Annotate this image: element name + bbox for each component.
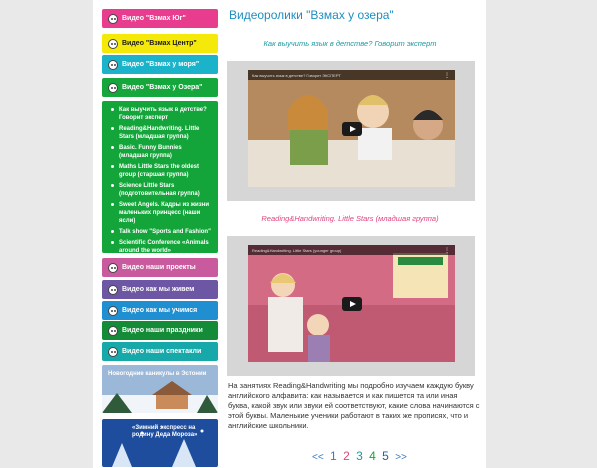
submenu-item[interactable]: Scientific Conference «Animals around the world»	[110, 239, 212, 255]
menu-item-bottom-4[interactable]	[102, 342, 218, 361]
menu-item-label: Видео "Взмах Центр"	[122, 40, 197, 47]
menu-item-label: Видео наши проекты	[122, 264, 196, 271]
menu-item-label: Видео "Взмах у Озера"	[122, 84, 203, 91]
menu-item-top-0[interactable]	[102, 9, 218, 28]
smiley-icon	[108, 14, 118, 24]
pager-prev[interactable]: <<	[312, 452, 324, 463]
video1-player[interactable]	[227, 61, 475, 201]
menu-item-label: Видео "Взмах у моря"	[122, 61, 200, 68]
submenu-item[interactable]: Basic. Funny Bunnies (младшая группа)	[110, 144, 212, 160]
smiley-icon	[108, 83, 118, 93]
menu-item-label: Видео как мы учимся	[122, 307, 198, 314]
play-icon[interactable]	[342, 122, 362, 136]
menu-item-label: Видео наши спектакли	[122, 348, 202, 355]
submenu-item[interactable]: Maths Little Stars the oldest group (старшая группа)	[110, 163, 212, 179]
pager-page-3[interactable]: 3	[356, 449, 363, 463]
pager-page-4[interactable]: 4	[369, 449, 376, 463]
banner-express-text: «Зимний экспресс на родину Деда Мороза»	[132, 425, 198, 438]
smiley-icon	[108, 60, 118, 70]
submenu-item[interactable]: Science Little Stars (подготовительная группа)	[110, 182, 212, 198]
menu-item-bottom-3[interactable]	[102, 321, 218, 340]
menu-item-bottom-2[interactable]	[102, 301, 218, 320]
menu-item-label: Видео "Взмах Юг"	[122, 15, 186, 22]
banner-express[interactable]	[102, 419, 218, 467]
submenu-item[interactable]: Talk show "Sports and Fashion"	[110, 228, 212, 236]
smiley-icon	[108, 306, 118, 316]
menu-item-label: Видео как мы живем	[122, 286, 195, 293]
smiley-icon	[108, 39, 118, 49]
pager-page-5[interactable]: 5	[382, 449, 389, 463]
page-title: Видеоролики "Взмах у озера"	[229, 8, 394, 22]
menu-item-top-3[interactable]	[102, 78, 218, 97]
menu-item-top-1[interactable]	[102, 34, 218, 53]
submenu-item[interactable]: Reading&Handwriting. Little Stars (младшая группа)	[110, 125, 212, 141]
smiley-icon	[108, 326, 118, 336]
share-icon[interactable]: ⋮	[444, 73, 450, 79]
video1-caption[interactable]: Как выучить язык в детстве? Говорит эксперт	[263, 39, 437, 48]
smiley-icon	[108, 285, 118, 295]
menu-item-bottom-0[interactable]	[102, 258, 218, 277]
submenu-videos	[102, 101, 218, 253]
menu-item-top-2[interactable]	[102, 55, 218, 74]
video2-player[interactable]	[227, 236, 475, 376]
menu-item-bottom-1[interactable]	[102, 280, 218, 299]
pager-page-1[interactable]: 1	[330, 449, 337, 463]
banner-estonia-text: Новогодние каникулы в Эстонии	[108, 371, 207, 377]
pager-page-2[interactable]: 2	[343, 449, 350, 463]
video2-caption[interactable]: Reading&Handwriting. Little Stars (младшая группа)	[261, 214, 439, 223]
smiley-icon	[108, 347, 118, 357]
submenu-item[interactable]: Как выучить язык в детстве? Говорит эксперт	[110, 106, 212, 122]
smiley-icon	[108, 263, 118, 273]
pager-next[interactable]: >>	[395, 452, 407, 463]
video1-overlay-title: Как выучить язык в детстве? Говорит ЭКСПЕРТ	[252, 73, 341, 78]
video2-overlay-title: Reading&Handwriting. Little Stars (younger group)	[252, 248, 342, 253]
submenu-item[interactable]: Sweet Angels. Кадры из жизни маленьких принцесс (наши ясли)	[110, 201, 212, 225]
pagination	[312, 449, 410, 463]
menu-item-label: Видео наши праздники	[122, 327, 203, 334]
description-text: На занятиях Reading&Handwriting мы подробно изучаем каждую букву английского алфавита: как называется и как пишется та или иная буква, какой звук или звуки ей соответствуют, какие слова начинаются с этой буквы. Маленькие ученики работают в таких же прописях, что и английские школьники.	[228, 381, 480, 430]
banner-estonia[interactable]	[102, 365, 218, 413]
play-icon[interactable]	[342, 297, 362, 311]
share-icon[interactable]: ⋮	[444, 248, 450, 254]
